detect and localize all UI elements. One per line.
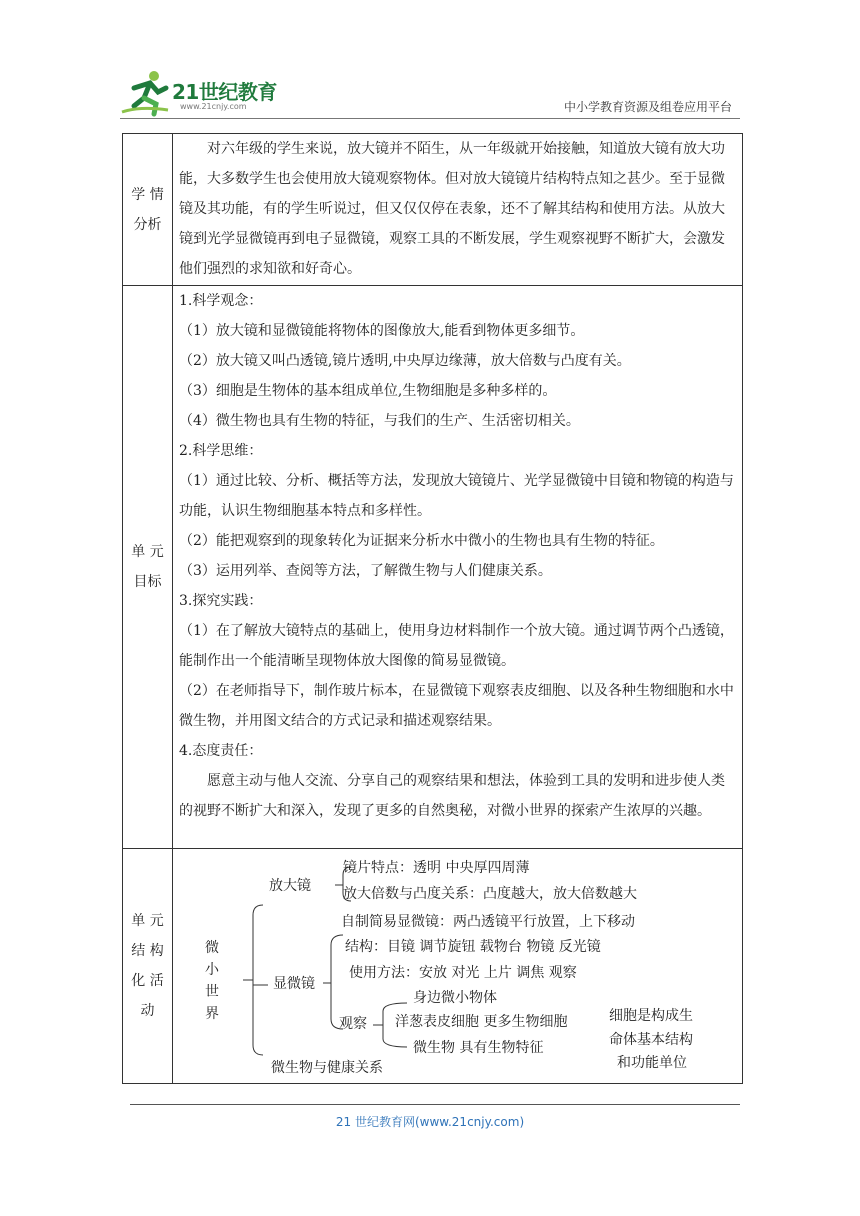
footer-divider <box>130 1104 740 1105</box>
goal-line: （3）细胞是生物体的基本组成单位,生物细胞是多种多样的。 <box>179 383 557 399</box>
platform-title: 中小学教育资源及组卷应用平台 <box>563 100 732 114</box>
lesson-table <box>122 133 743 1084</box>
logo-text: 21世纪教育 <box>172 80 277 104</box>
goal-line: （2）放大镜又叫凸透镜,镜片透明,中央厚边缘薄，放大倍数与凸度有关。 <box>179 353 631 369</box>
magnifier-item: 放大倍数与凸度关系：凸度越大，放大倍数越大 <box>343 886 637 902</box>
microscope-item: 使用方法：安放 对光 上片 调焦 观察 <box>349 965 577 981</box>
logo-url: www.21cnjy.com <box>180 102 247 111</box>
attitude-text: 愿意主动与他人交流、分享自己的观察结果和想法，体验到工具的发明和进步使人类的视野不断扩大和深入，发现了更多的自然奥秘，对微小世界的探索产生浓厚的兴趣。 <box>179 773 725 819</box>
goal-line: （1）在了解放大镜特点的基础上，使用身边材料制作一个放大镜。通过调节两个凸透镜，能制作出一个能清晰呈现物体放大图像的简易显微镜。 <box>179 623 734 669</box>
root-char: 微 <box>205 940 219 956</box>
analysis-text: 对六年级的学生来说，放大镜并不陌生，从一年级就开始接触，知道放大镜有放大功能，大多数学生也会使用放大镜观察物体。但对放大镜镜片结构特点知之甚少。至于显微镜及其功能，有的学生听说过，但又仅仅停在表象，还不了解其结构和使用方法。从放大镜到光学显微镜再到电子显微镜，观察工具的不断发展，学生观察视野不断扩大，会激发他们强烈的求知欲和好奇心。 <box>179 141 725 277</box>
microscope-item: 自制简易显微镜：两凸透镜平行放置，上下移动 <box>341 914 635 930</box>
root-char: 界 <box>205 1006 219 1022</box>
goal-line: （4）微生物也具有生物的特征，与我们的生产、生活密切相关。 <box>179 413 580 429</box>
microscope-node: 显微镜 <box>273 976 315 992</box>
header-divider <box>120 118 740 119</box>
goal-line: （1）放大镜和显微镜能将物体的图像放大,能看到物体更多细节。 <box>179 323 585 339</box>
root-char: 小 <box>205 962 219 978</box>
footer-link[interactable]: 21 世纪教育网(www.21cnjy.com) <box>335 1115 525 1129</box>
analysis-row <box>123 134 743 286</box>
magnifier-node: 放大镜 <box>269 878 311 894</box>
microscope-item: 结构：目镜 调节旋钮 载物台 物镜 反光镜 <box>345 939 601 955</box>
magnifier-item: 镜片特点：透明 中央厚四周薄 <box>343 860 530 876</box>
structure-label: 单 元 结 构 化 活 动 <box>123 849 173 1084</box>
root-char: 世 <box>205 984 219 1000</box>
observe-item: 身边微小物体 <box>413 990 497 1006</box>
observe-item: 洋葱表皮细胞 更多生物细胞 <box>395 1014 568 1030</box>
cell-note-line: 细胞是构成生 <box>609 1008 693 1024</box>
structure-content <box>173 849 743 1084</box>
cell-note-line: 和功能单位 <box>617 1055 687 1071</box>
goals-row <box>123 286 743 849</box>
analysis-label: 学 情 分析 <box>123 134 173 286</box>
goals-label: 单 元 目标 <box>123 286 173 849</box>
observe-node: 观察 <box>339 1016 367 1032</box>
structure-diagram <box>173 849 742 1083</box>
goal-line: 1.科学观念： <box>179 293 263 309</box>
cell-note-line: 命体基本结构 <box>609 1032 693 1048</box>
page-header <box>120 66 740 118</box>
runner-logo-icon <box>120 66 172 118</box>
goal-line: （3）运用列举、查阅等方法，了解微生物与人们健康关系。 <box>179 563 552 579</box>
analysis-content <box>173 134 743 286</box>
goal-line: （2）能把观察到的现象转化为证据来分析水中微小的生物也具有生物的特征。 <box>179 533 664 549</box>
goals-content <box>173 286 743 849</box>
goal-line: （2）在老师指导下，制作玻片标本，在显微镜下观察表皮细胞、以及各种生物细胞和水中微生物，并用图文结合的方式记录和描述观察结果。 <box>179 683 734 729</box>
goal-line: 4.态度责任： <box>179 743 263 759</box>
observe-item: 微生物 具有生物特征 <box>413 1040 544 1056</box>
goal-line: 3.探究实践： <box>179 593 263 609</box>
structure-row <box>123 849 743 1084</box>
logo <box>120 66 300 118</box>
health-node: 微生物与健康关系 <box>271 1060 383 1076</box>
goal-line: 2.科学思维： <box>179 443 263 459</box>
goal-line: （1）通过比较、分析、概括等方法，发现放大镜镜片、光学显微镜中目镜和物镜的构造与功能，认识生物细胞基本特点和多样性。 <box>179 473 734 519</box>
